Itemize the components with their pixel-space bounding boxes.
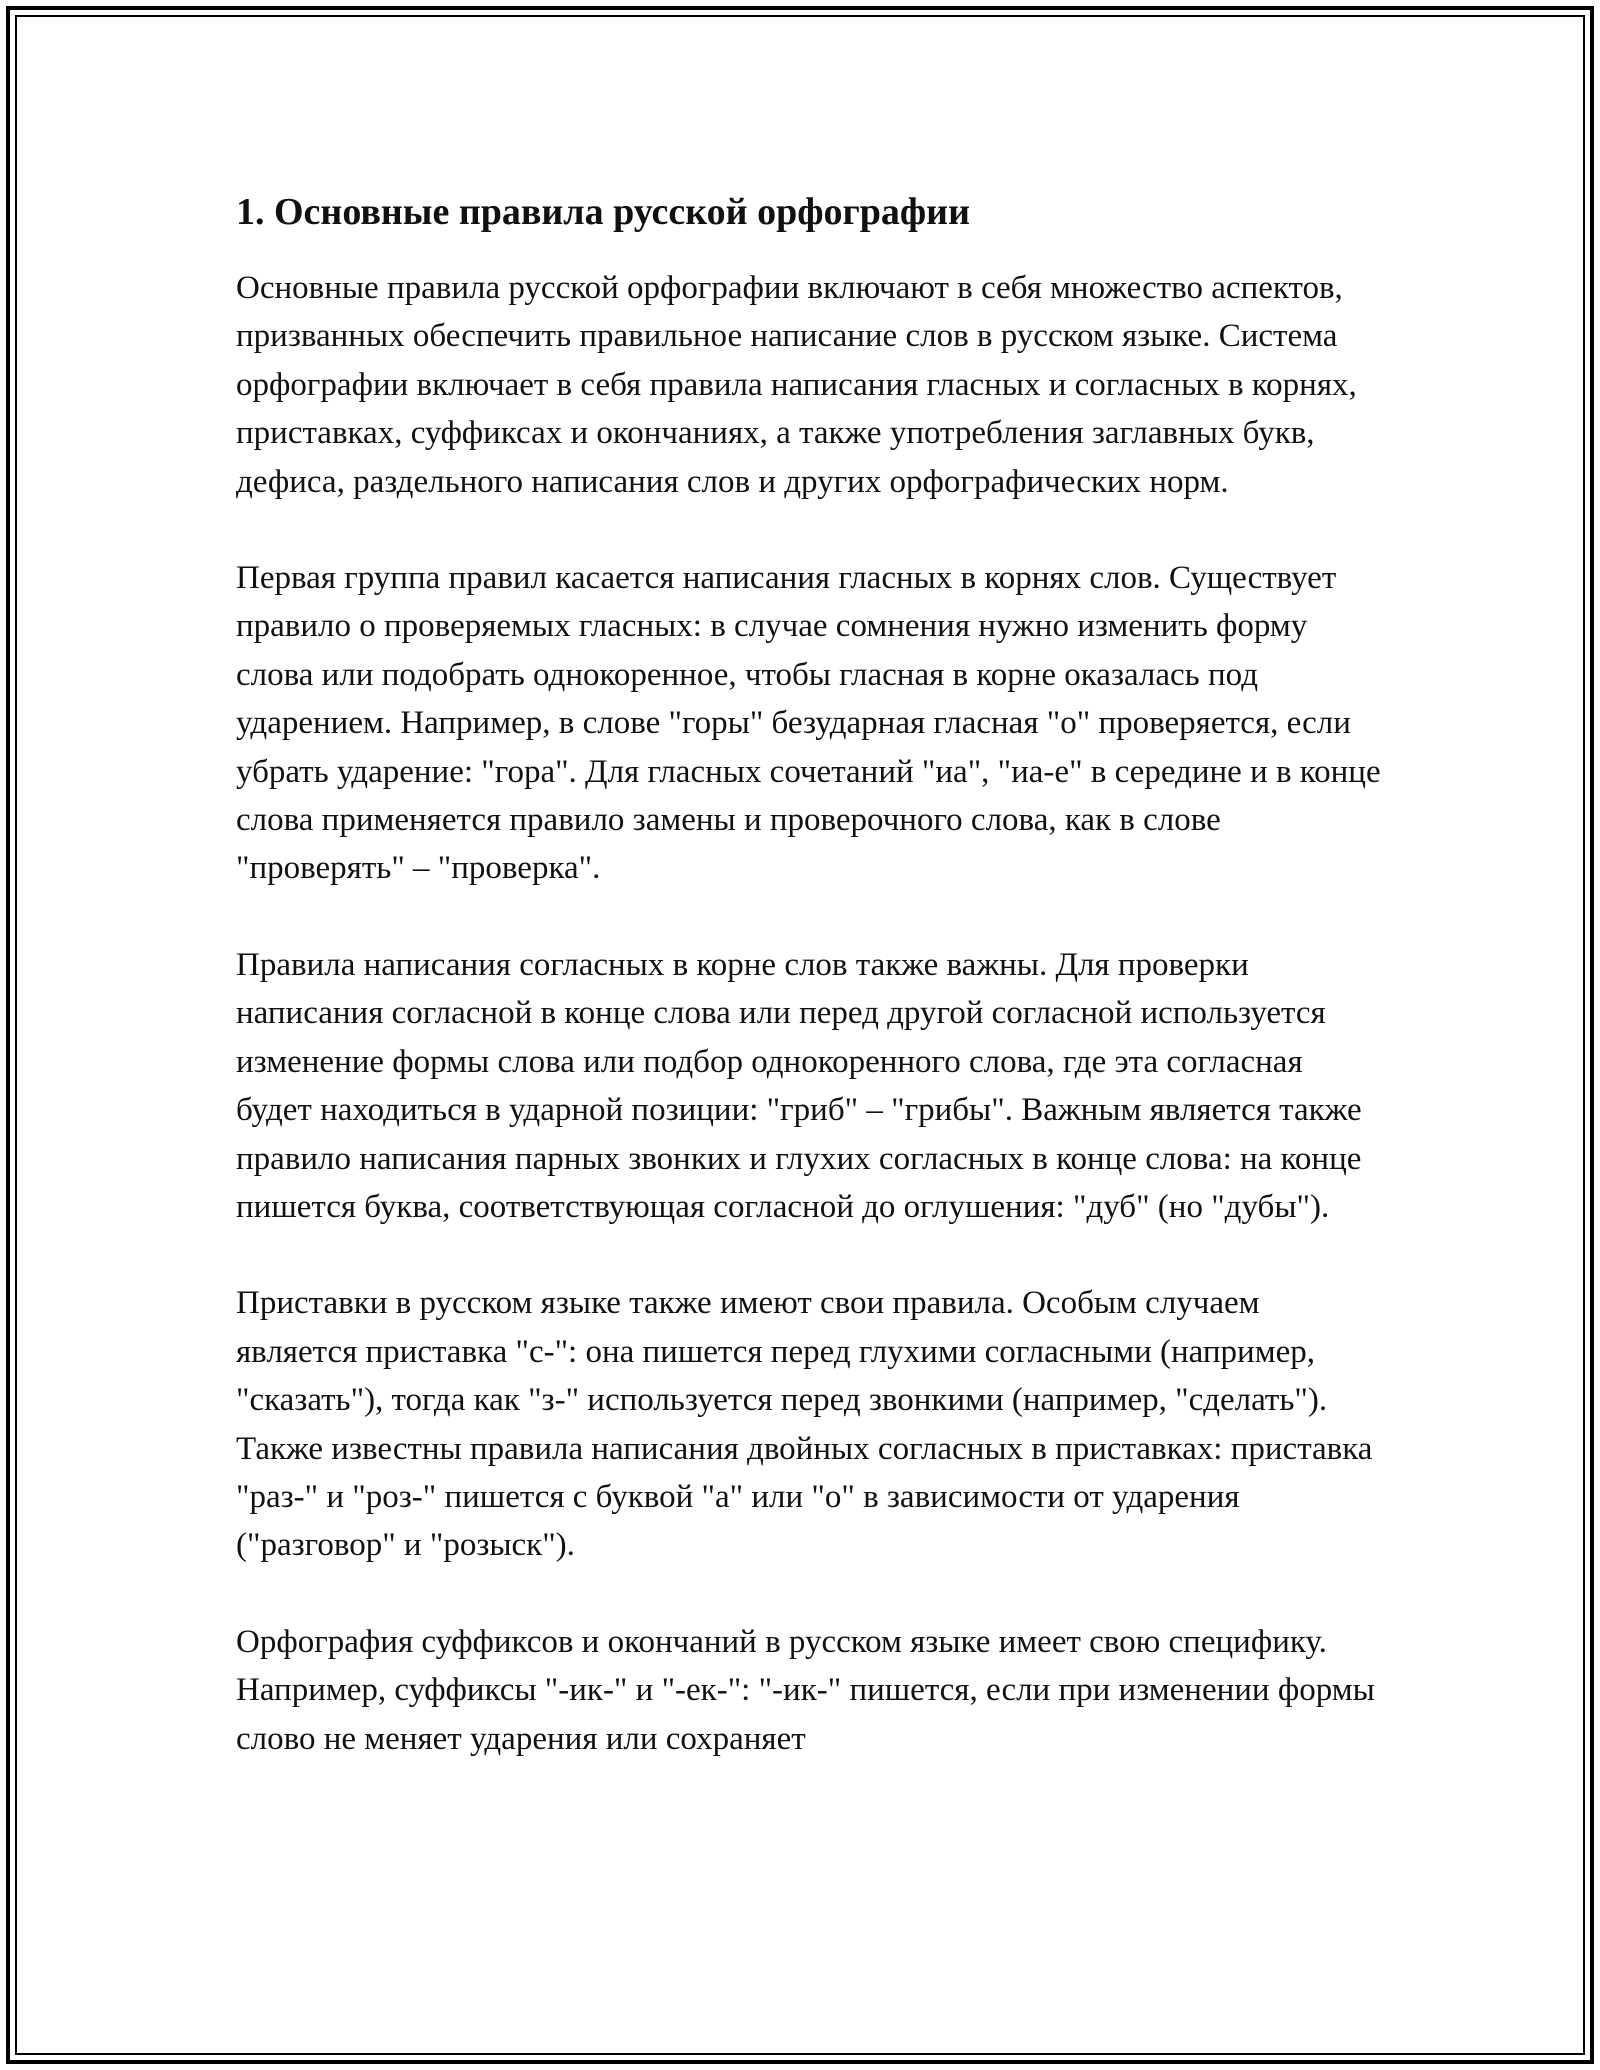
paragraph: Правила написания согласных в корне слов также важны. Для проверки написания согласной в конце слова или перед другой согласной используется изменение формы слова или подбор однокоренного слова, где эта согласная будет находиться в ударной позиции: "гриб" – "грибы". Важным является также правило написания парных звонких и глухих согласных в конце слова: на конце пишется буква, соответствующая согласной до оглушения: "дуб" (но "дубы"). bbox=[236, 946, 1362, 1225]
paragraph: Основные правила русской орфографии включают в себя множество аспектов, призванных обеспечить правильное написание слов в русском языке. Система орфографии включает в себя правила написания гласных и согласных в корнях, приставках, суффиксах и окончаниях, а также употребления заглавных букв, дефиса, раздельного написания слов и других орфографических норм. bbox=[236, 270, 1357, 500]
paragraph: Орфография суффиксов и окончаний в русском языке имеет свою специфику. Например, суффиксы "-ик-" и "-ек-": "-ик-" пишется, если при изменении формы слово не меняет ударения или сохраняет bbox=[236, 1623, 1375, 1757]
document-body bbox=[236, 186, 1386, 1811]
paragraph: Первая группа правил касается написания гласных в корнях слов. Существует правило о проверяемых гласных: в случае сомнения нужно изменить форму слова или подобрать однокоренное, чтобы гласная в корне оказалась под ударением. Например, в слове "горы" безударная гласная "о" проверяется, если убрать ударение: "гора". Для гласных сочетаний "иа", "иа-е" в середине и в конце слова применяется правило замены и проверочного слова, как в слове "проверять" – "проверка". bbox=[236, 560, 1381, 887]
section-heading: 1. Основные правила русской орфографии bbox=[236, 191, 970, 233]
paragraph: Приставки в русском языке также имеют свои правила. Особым случаем является приставка "с-": она пишется перед глухими согласными (например, "сказать"), тогда как "з-" используется перед звонкими (например, "сделать"). Также известны правила написания двойных согласных в приставках: приставка "раз-" и "роз-" пишется с буквой "а" или "о" в зависимости от ударения ("разговор" и "розыск"). bbox=[236, 1285, 1373, 1564]
